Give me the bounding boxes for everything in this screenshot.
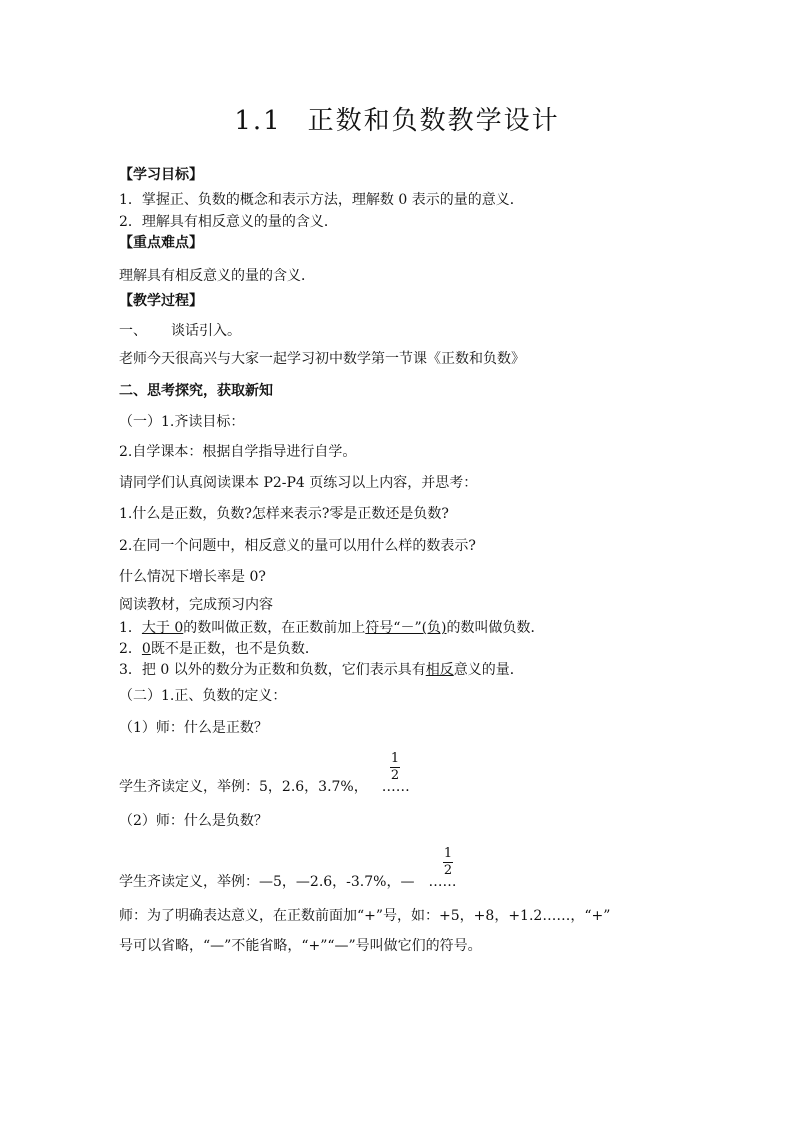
preview-item-1-mid: 的数叫做正数，在正数前加上	[183, 620, 366, 636]
example-negative	[119, 873, 456, 891]
question-1: 1.什么是正数，负数?怎样来表示?零是正数还是负数?	[119, 506, 449, 522]
example-positive	[119, 778, 410, 796]
step-2-heading: 二、思考探究，获取新知	[119, 383, 273, 399]
sign-explanation-2: 号可以省略，“—”不能省略，“+”“—”号叫做它们的符号。	[119, 938, 482, 954]
title-text: 正数和负数教学设计	[307, 106, 560, 136]
preview-item-1-answer-2: 符号“－”(负)	[365, 620, 447, 636]
preview-item-3-suffix: 意义的量．	[453, 662, 524, 678]
example-negative-ellipsis: ……	[428, 874, 457, 890]
fraction-numerator: 1	[443, 846, 453, 861]
sign-explanation-1: 师：为了明确表达意义，在正数前面加“+”号，如：+5，+8，+1.2……，“+”	[119, 908, 611, 924]
preview-item-1-prefix: 1．	[119, 620, 142, 636]
part2-definition: （二）1.正、负数的定义：	[119, 688, 287, 704]
preview-intro: 阅读教材，完成预习内容	[119, 597, 273, 613]
preview-item-2-prefix: 2．	[119, 641, 142, 657]
keypoint-text: 理解具有相反意义的量的含义．	[119, 268, 315, 284]
section-keypoints-heading: 【重点难点】	[119, 235, 203, 251]
intro-text: 老师今天很高兴与大家一起学习初中数学第一节课《正数和负数》	[119, 351, 525, 367]
example-positive-ellipsis: ……	[381, 779, 410, 795]
example-negative-text: 学生齐读定义，举例：—5，—2.6，-3.7%，—	[119, 874, 415, 890]
preview-item-1	[119, 619, 545, 637]
step-1	[119, 322, 241, 340]
question-positive: （1）师：什么是正数？	[119, 720, 268, 736]
preview-item-3-prefix: 3．把 0 以外的数分为正数和负数，它们表示具有	[119, 662, 426, 678]
section-goals-heading: 【学习目标】	[119, 167, 203, 183]
goal-1: 1．掌握正、负数的概念和表示方法，理解数 0 表示的量的意义．	[119, 192, 524, 208]
step-1-text: 谈话引入。	[171, 323, 241, 339]
fraction-denominator: 2	[443, 863, 453, 878]
page-title	[0, 100, 794, 137]
part1-self-study: 2.自学课本：根据自学指导进行自学。	[119, 444, 357, 460]
preview-item-1-suffix: 的数叫做负数．	[446, 620, 545, 636]
title-number: 1.1	[234, 106, 282, 136]
section-process-heading: 【教学过程】	[119, 293, 203, 309]
step-1-number: 一、	[119, 323, 147, 339]
fraction-denominator: 2	[390, 768, 400, 783]
preview-item-3	[119, 661, 524, 679]
part1-read-goals: （一）1.齐读目标：	[119, 414, 245, 430]
question-negative: （2）师：什么是负数？	[119, 813, 268, 829]
preview-item-2-answer: 0	[141, 641, 151, 657]
question-3: 什么情况下增长率是 0?	[119, 569, 266, 585]
fraction-numerator: 1	[390, 751, 400, 766]
goal-2: 2．理解具有相反意义的量的含义．	[119, 214, 338, 230]
preview-item-3-answer: 相反	[425, 662, 454, 678]
question-2: 2.在同一个问题中，相反意义的量可以用什么样的数表示?	[119, 538, 476, 554]
preview-item-1-answer-1: 大于 0	[141, 620, 184, 636]
part1-ask: 请同学们认真阅读课本 P2-P4 页练习以上内容，并思考：	[119, 475, 478, 491]
preview-item-2-suffix: 既不是正数，也不是负数．	[150, 641, 319, 657]
preview-item-2	[119, 640, 319, 658]
example-positive-text: 学生齐读定义，举例：5，2.6，3.7%，	[119, 779, 368, 795]
